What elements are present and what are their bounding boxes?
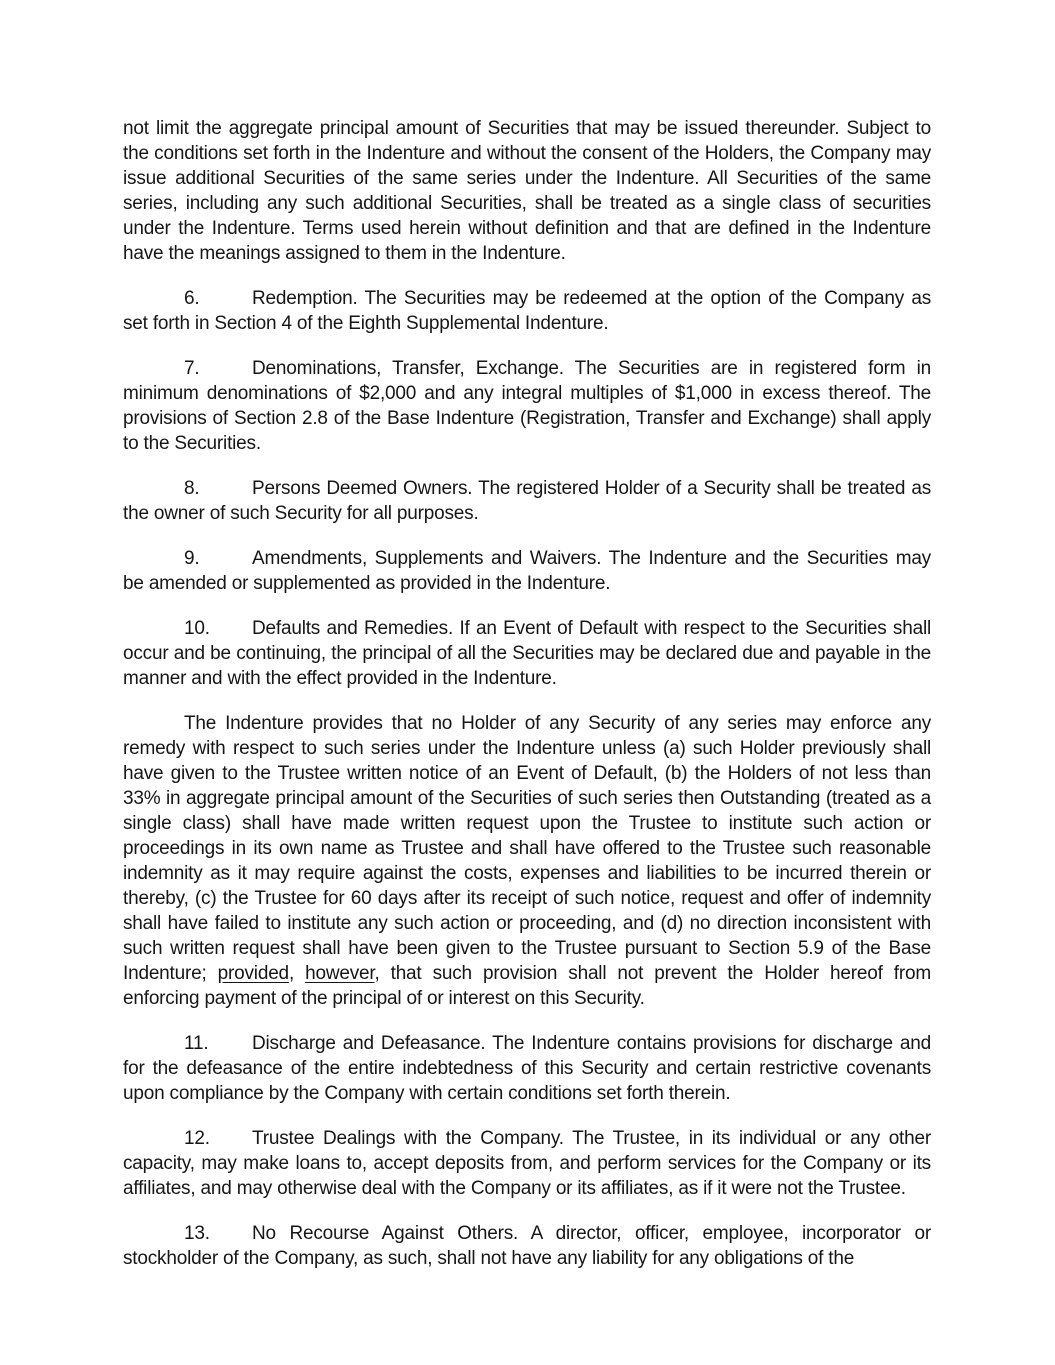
paragraph-text-segment: The Indenture provides that no Holder of any Security of any series may enforce any remedy with respect to such series under the Indenture unless (a) such Holder previously shall have given to the Trustee written notice of an Event of Default, (b) the Holders of not less than 33% in aggregate principal amount of the Securities of such series then Outstanding (treated as a single class) shall have made written request upon the Trustee to institute such action or proceedings in its own name as Trustee and shall have offered to the Trustee such reasonable indemnity as it may require against the costs, expenses and liabilities to be incurred therein or thereby, (c) the Trustee for 60 days after its receipt of such notice, request and offer of indemnity shall have failed to institute any such action or proceeding, and (d) no direction inconsistent with such written request shall have been given to the Trustee pursuant to Section 5.9 of the Base Indenture; — [123, 713, 931, 984]
paragraph-text: Redemption. The Securities may be redeemed at the option of the Company as set forth in Section 4 of the Eighth Supplemental Indenture. — [123, 288, 931, 334]
paragraph-number: 12. — [184, 1128, 210, 1149]
paragraph-number: 9. — [184, 548, 200, 569]
paragraph-text: Persons Deemed Owners. The registered Holder of a Security shall be treated as the owner of such Security for all purposes. — [123, 478, 931, 524]
paragraph-number: 8. — [184, 478, 200, 499]
paragraph-text: Defaults and Remedies. If an Event of Default with respect to the Securities shall occur and be continuing, the principal of all the Securities may be declared due and payable in the manner and with the effect provided in the Indenture. — [123, 618, 931, 689]
paragraph-number: 10. — [184, 618, 210, 639]
paragraph-8-persons-deemed-owners — [123, 476, 931, 526]
paragraph-10-defaults-remedies — [123, 616, 931, 691]
paragraph-11-discharge-defeasance — [123, 1031, 931, 1106]
paragraph-number: 13. — [184, 1223, 210, 1244]
paragraph-number: 7. — [184, 358, 200, 379]
paragraph-12-trustee-dealings — [123, 1126, 931, 1201]
underlined-term-however: however — [305, 963, 375, 984]
paragraph-text: Amendments, Supplements and Waivers. The Indenture and the Securities may be amended or supplemented as provided in the Indenture. — [123, 548, 931, 594]
paragraph-number: 11. — [184, 1033, 209, 1054]
paragraph-text-segment: , that such provision shall not prevent the Holder hereof from enforcing payment of the principal of or interest on this Security. — [123, 963, 931, 1009]
paragraph-7-denominations — [123, 356, 931, 456]
paragraph-text: Trustee Dealings with the Company. The Trustee, in its individual or any other capacity, may make loans to, accept deposits from, and perform services for the Company or its affiliates, and may otherwise deal with the Company or its affiliates, as if it were not the Trustee. — [123, 1128, 931, 1199]
paragraph-13-no-recourse — [123, 1221, 931, 1271]
paragraph-enforcement-provisions — [123, 711, 931, 1011]
paragraph-text: No Recourse Against Others. A director, officer, employee, incorporator or stockholder of the Company, as such, shall not have any liability for any obligations of the — [123, 1223, 931, 1269]
paragraph-6-redemption — [123, 286, 931, 336]
paragraph-continuation: not limit the aggregate principal amount of Securities that may be issued thereunder. Subject to the conditions set forth in the Indenture and without the consent of the Holders, the Company may issue additional Securities of the same series under the Indenture. All Securities of the same series, including any such additional Securities, shall be treated as a single class of securities under the Indenture. Terms used herein without definition and that are defined in the Indenture have the meanings assigned to them in the Indenture. — [123, 118, 931, 264]
paragraph-text-segment: , — [288, 963, 306, 984]
underlined-term-provided: provided — [217, 963, 289, 984]
paragraph-text: Discharge and Defeasance. The Indenture contains provisions for discharge and for the defeasance of the entire indebtedness of this Security and certain restrictive covenants upon compliance by the Company with certain conditions set forth therein. — [123, 1033, 931, 1104]
paragraph-9-amendments — [123, 546, 931, 596]
paragraph-text: Denominations, Transfer, Exchange. The Securities are in registered form in minimum denominations of $2,000 and any integral multiples of $1,000 in excess thereof. The provisions of Section 2.8 of the Base Indenture (Registration, Transfer and Exchange) shall apply to the Securities. — [123, 358, 931, 454]
paragraph-number: 6. — [184, 288, 200, 309]
